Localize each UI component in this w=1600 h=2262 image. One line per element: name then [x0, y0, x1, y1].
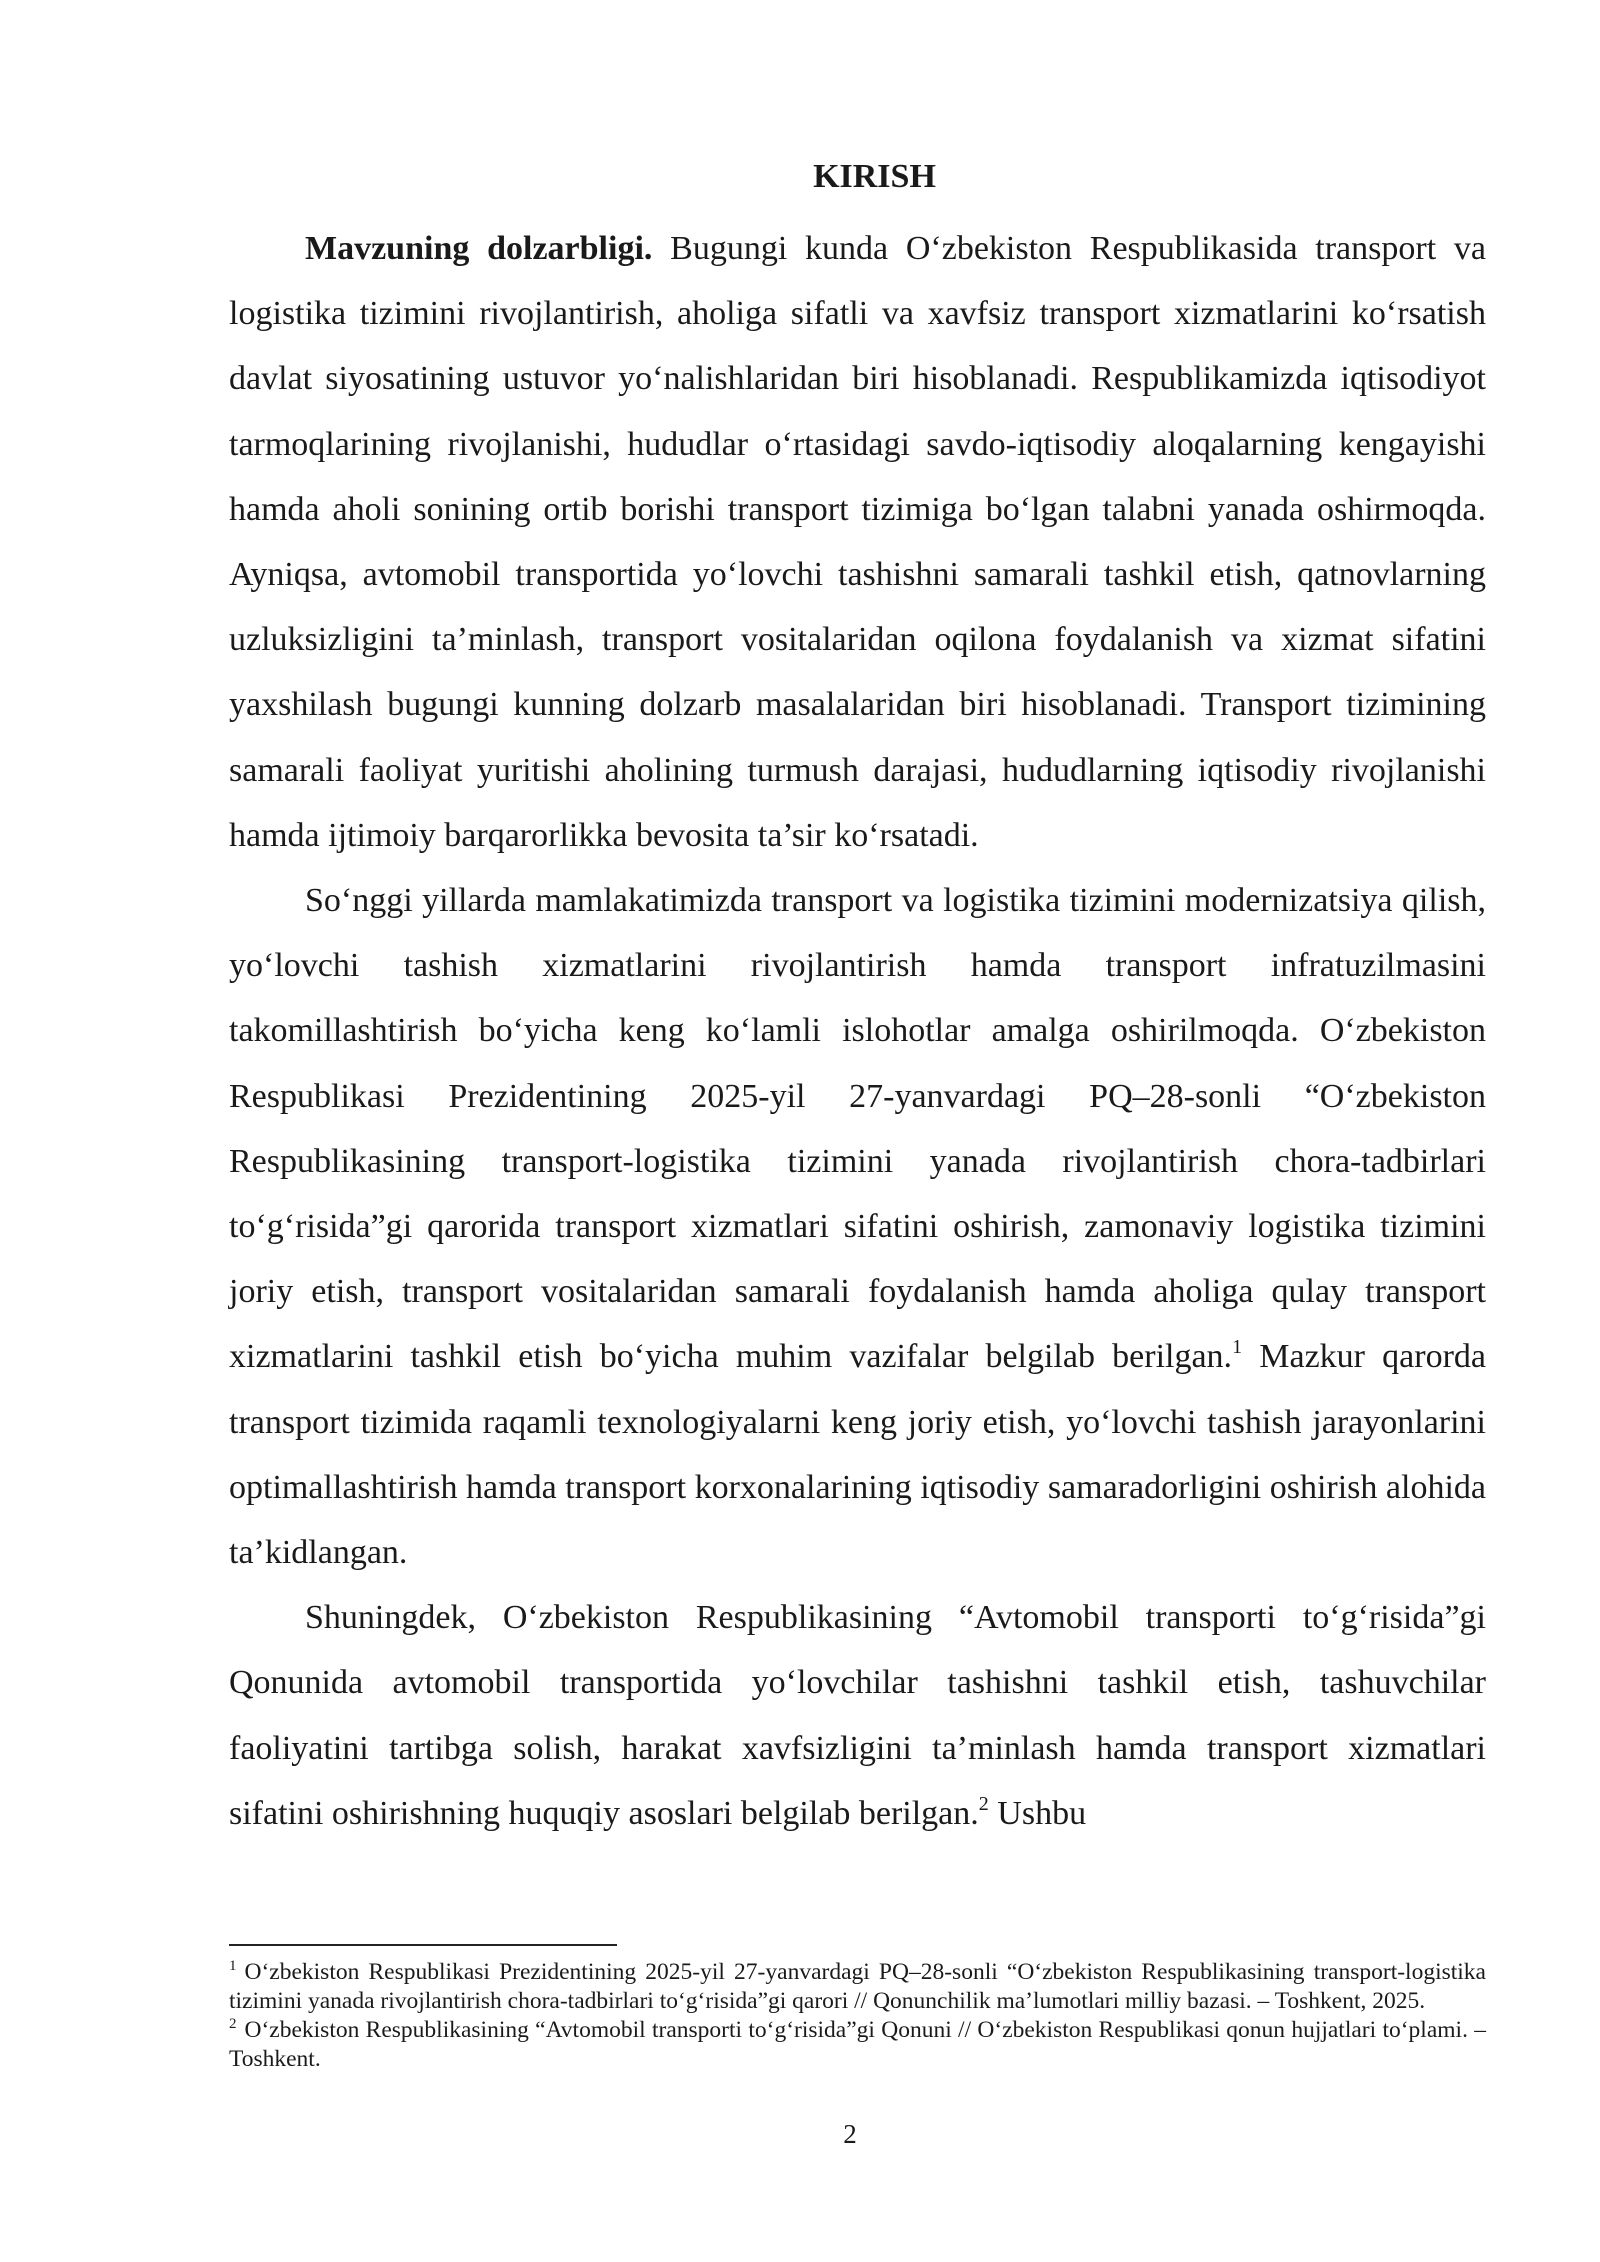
footnote-ref-1[interactable]: 1	[1232, 1336, 1243, 1359]
paragraph-text: Bugungi kunda O‘zbekiston Respublikasida transport va logistika tizimini rivojlantirish, aholiga sifatli va xavfsiz transport xizmatlarini ko‘rsatish davlat siyosatining ustuvor yo‘nalishlaridan biri hisoblanadi. Respublikamizda iqtisodiyot tarmoqlarining rivojlanishi, hududlar o‘rtasidagi savdo-iqtisodiy aloqalarning kengayishi hamda aholi sonining ortib borishi transport tizimiga bo‘lgan talabni yanada oshirmoqda. Ayniqsa, avtomobil transportida yo‘lovchi tashishni samarali tashkil etish, qatnovlarning uzluksizligini ta’minlash, transport vositalaridan oqilona foydalanish va xizmat sifatini yaxshilash bugungi kunning dolzarb masalalaridan biri hisoblanadi. Transport tizimining samarali faoliyat yuritishi aholining turmush darajasi, hududlarning iqtisodiy rivojlanishi hamda ijtimoiy barqarorlikka bevosita ta’sir ko‘rsatadi.	[229, 230, 1486, 854]
main-text	[229, 152, 1486, 1846]
paragraph-law	[229, 1585, 1486, 1846]
footnote-text: O‘zbekiston Respublikasining “Avtomobil transporti to‘g‘risida”gi Qonuni // O‘zbekiston Respublikasi qonun hujjatlari to‘plami. – Toshkent.	[229, 2017, 1486, 2072]
footnote-text: O‘zbekiston Respublikasi Prezidentining 2025-yil 27-yanvardagi PQ–28-sonli “O‘zbekiston Respublikasining transport-logistika tizimini yanada rivojlantirish chora-tadbirlari to‘g‘risida”gi qarori // Qonunchilik ma’lumotlari milliy bazasi. – Toshkent, 2025.	[229, 1959, 1486, 2014]
footnotes	[229, 1958, 1486, 2074]
paragraph-lead: Mavzuning dolzarbligi.	[305, 230, 653, 267]
page-number: 2	[843, 2119, 857, 2149]
footnote-number: 2	[229, 2016, 237, 2032]
footnote-number: 1	[229, 1958, 237, 1974]
footnote-divider	[229, 1944, 617, 1946]
footnote-2	[229, 2016, 1486, 2074]
paragraph-text: So‘nggi yillarda mamlakatimizda transport va logistika tizimini modernizatsiya qilish, yo‘lovchi tashish xizmatlarini rivojlantirish hamda transport infratuzilmasini takomillashtirish bo‘yicha keng ko‘lamli islohotlar amalga oshirilmoqda. O‘zbekiston Respublikasi Prezidentining 2025-yil 27-yanvardagi PQ–28-sonli “O‘zbekiston Respublikasining transport-logistika tizimini yanada rivojlantirish chora-tadbirlari to‘g‘risida”gi qarorida transport xizmatlari sifatini oshirish, zamonaviy logistika tizimini joriy etish, transport vositalaridan samarali foydalanish hamda aholiga qulay transport xizmatlarini tashkil etish bo‘yicha muhim vazifalar belgilab berilgan.	[229, 882, 1486, 1376]
paragraph-text: Shuningdek, O‘zbekiston Respublikasining “Avtomobil transporti to‘g‘risida”gi Qonunida avtomobil transportida yo‘lovchilar tashishni tashkil etish, tashuvchilar faoliyatini tartibga solish, harakat xavfsizligini ta’minlash hamda transport xizmatlari sifatini oshirishning huquqiy asoslari belgilab berilgan.	[229, 1599, 1486, 1832]
paragraph-text: Ushbu	[988, 1794, 1087, 1832]
paragraph-relevance	[229, 216, 1486, 868]
footnote-1	[229, 1958, 1486, 2016]
paragraph-reforms	[229, 868, 1486, 1585]
footnote-ref-2[interactable]: 2	[978, 1792, 989, 1815]
paragraph-text: Mazkur qarorda transport tizimida raqamli texnologiyalarni keng joriy etish, yo‘lovchi tashish jarayonlarini optimallashtirish hamda transport korxonalarining iqtisodiy samaradorligini oshirish alohida ta’kidlangan.	[229, 1338, 1486, 1572]
section-heading: KIRISH	[813, 158, 936, 195]
